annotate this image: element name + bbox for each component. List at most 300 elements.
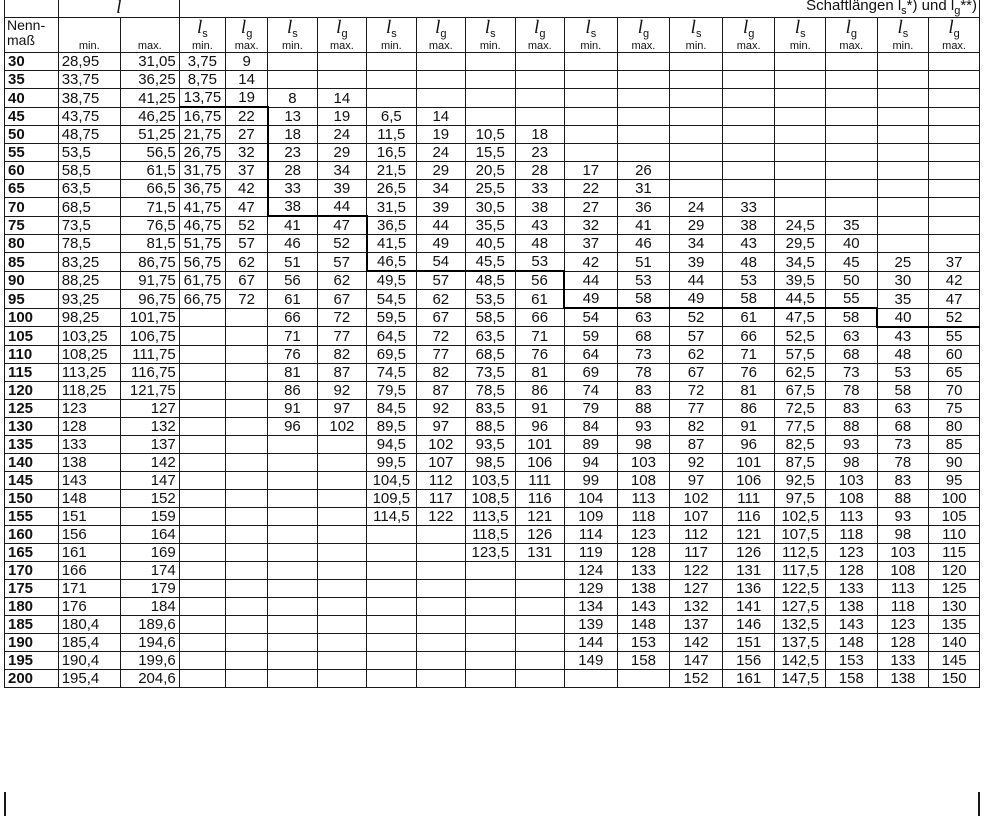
l-symbol: l bbox=[116, 0, 122, 18]
lg-max-cell: 76 bbox=[722, 363, 775, 381]
lg-max-cell bbox=[826, 71, 878, 89]
ls-min-cell: 21,5 bbox=[367, 162, 416, 180]
ls-min-cell: 46,5 bbox=[367, 253, 416, 272]
l-max-cell: 184 bbox=[120, 597, 179, 615]
nennmass-cell: 145 bbox=[5, 471, 59, 489]
ls-min-cell bbox=[179, 669, 225, 687]
lg-max-cell bbox=[929, 180, 980, 198]
lg-max-caption: max. bbox=[839, 39, 864, 52]
ls-min-cell: 138 bbox=[877, 669, 929, 687]
lg-max-cell: 102 bbox=[416, 435, 465, 453]
lg-max-cell bbox=[226, 417, 268, 435]
lg-max-cell: 55 bbox=[826, 290, 878, 309]
lg-max-cell: 111 bbox=[722, 489, 775, 507]
ls-min-cell: 36,5 bbox=[367, 216, 416, 235]
nennmass-cell: 125 bbox=[5, 399, 59, 417]
lg-max-cell: 24 bbox=[416, 144, 465, 162]
lg-max-cell: 158 bbox=[826, 669, 878, 687]
lg-max-cell bbox=[317, 53, 366, 71]
ls-min-cell: 112,5 bbox=[775, 543, 826, 561]
lg-max-symbol: $l_g$ bbox=[845, 17, 857, 41]
lg-max-cell bbox=[226, 327, 268, 346]
lg-max-cell: 85 bbox=[929, 435, 980, 453]
l-min-cell: 143 bbox=[58, 471, 120, 489]
ls-min-cell: 47,5 bbox=[775, 308, 826, 327]
lg-max-cell bbox=[416, 543, 465, 561]
lg-max-cell: 105 bbox=[929, 507, 980, 525]
ls-min-cell bbox=[268, 579, 317, 597]
ls-min-cell: 24,5 bbox=[775, 216, 826, 235]
l-max-cell: 121,75 bbox=[120, 381, 179, 399]
l-min-cell: 133 bbox=[58, 435, 120, 453]
lg-max-cell bbox=[317, 471, 366, 489]
lg-max-cell: 98 bbox=[617, 435, 670, 453]
ls-min-cell: 27 bbox=[564, 198, 617, 217]
lg-max-cell: 63 bbox=[617, 308, 670, 327]
lg-max-cell: 116 bbox=[722, 507, 775, 525]
ls-min-cell bbox=[466, 597, 515, 615]
lg-max-caption: max. bbox=[736, 39, 761, 52]
ls-min-cell bbox=[670, 144, 723, 162]
lg-max-cell: 44 bbox=[416, 216, 465, 235]
ls-min-cell: 31,5 bbox=[367, 198, 416, 217]
lg-max-cell: 110 bbox=[929, 525, 980, 543]
lg-max-cell: 130 bbox=[929, 597, 980, 615]
ls-min-cell bbox=[466, 107, 515, 126]
ls-min-cell: 54,5 bbox=[367, 290, 416, 309]
lg-max-cell: 128 bbox=[826, 561, 878, 579]
lg-max-cell: 29 bbox=[416, 162, 465, 180]
ls-min-cell: 29 bbox=[670, 216, 723, 235]
l-max-cell: 169 bbox=[120, 543, 179, 561]
table-row bbox=[5, 290, 980, 309]
ls-min-cell bbox=[564, 89, 617, 108]
l-max-cell: 96,75 bbox=[120, 290, 179, 309]
lg-max-cell: 50 bbox=[826, 271, 878, 290]
l-min-cell: 38,75 bbox=[58, 89, 120, 108]
lg-max-cell: 106 bbox=[722, 471, 775, 489]
lg-max-cell bbox=[515, 71, 564, 89]
l-max-cell: 86,75 bbox=[120, 253, 179, 272]
l-max-cell: 132 bbox=[120, 417, 179, 435]
ls-min-cell: 123 bbox=[877, 615, 929, 633]
lg-max-cell: 56 bbox=[515, 271, 564, 290]
ls-min-cell: 118,5 bbox=[466, 525, 515, 543]
shaft-length-table bbox=[4, 0, 980, 688]
ls-min-cell: 78,5 bbox=[466, 381, 515, 399]
ls-min-cell: 44,5 bbox=[775, 290, 826, 309]
lg-max-cell bbox=[617, 669, 670, 687]
ls-min-cell bbox=[179, 561, 225, 579]
ls-min-cell bbox=[877, 89, 929, 108]
lg-max-symbol: $l_g$ bbox=[435, 17, 447, 41]
pair-6-lg-max-header bbox=[722, 18, 775, 53]
l-max-cell: 174 bbox=[120, 561, 179, 579]
lg-max-cell: 53 bbox=[515, 253, 564, 272]
lg-max-cell: 131 bbox=[515, 543, 564, 561]
ls-min-cell: 32 bbox=[564, 216, 617, 235]
lg-max-cell: 92 bbox=[317, 381, 366, 399]
ls-min-cell bbox=[877, 198, 929, 217]
nennmass-cell: 70 bbox=[5, 198, 59, 217]
pair-4-lg-max-header bbox=[515, 18, 564, 53]
lg-max-cell bbox=[722, 126, 775, 144]
lg-max-cell: 66 bbox=[515, 308, 564, 327]
ls-min-cell: 16,75 bbox=[179, 107, 225, 126]
lg-max-caption: max. bbox=[428, 39, 453, 52]
ls-min-cell: 87,5 bbox=[775, 453, 826, 471]
ls-min-cell: 77,5 bbox=[775, 417, 826, 435]
lg-max-cell: 23 bbox=[515, 144, 564, 162]
ls-min-symbol: $l_s$ bbox=[690, 17, 702, 41]
ls-min-caption: min. bbox=[580, 39, 602, 52]
l-max-header bbox=[120, 18, 179, 53]
lg-max-cell bbox=[226, 579, 268, 597]
lg-max-cell: 78 bbox=[617, 363, 670, 381]
ls-min-cell: 132 bbox=[670, 597, 723, 615]
ls-min-cell bbox=[268, 561, 317, 579]
lg-max-cell: 76 bbox=[515, 345, 564, 363]
lg-max-cell: 66 bbox=[722, 327, 775, 346]
lg-max-cell: 82 bbox=[416, 363, 465, 381]
l-column-header bbox=[58, 0, 179, 18]
ls-min-cell: 48,5 bbox=[466, 271, 515, 290]
lg-max-cell: 72 bbox=[226, 290, 268, 309]
ls-min-cell: 49 bbox=[670, 290, 723, 309]
ls-min-cell: 28 bbox=[268, 162, 317, 180]
ls-min-cell: 99,5 bbox=[367, 453, 416, 471]
ls-min-cell bbox=[670, 107, 723, 126]
ls-min-cell: 76 bbox=[268, 345, 317, 363]
table-row bbox=[5, 453, 980, 471]
ls-min-cell: 133 bbox=[877, 651, 929, 669]
ls-min-cell: 102 bbox=[670, 489, 723, 507]
ls-min-cell: 87 bbox=[670, 435, 723, 453]
shaft-title-mid: *) und l bbox=[906, 0, 955, 14]
ls-min-cell: 134 bbox=[564, 597, 617, 615]
ls-min-cell bbox=[877, 162, 929, 180]
l-max-cell: 56,5 bbox=[120, 144, 179, 162]
lg-max-cell bbox=[826, 126, 878, 144]
table-row bbox=[5, 651, 980, 669]
lg-max-cell: 42 bbox=[226, 180, 268, 198]
lg-max-cell bbox=[826, 89, 878, 108]
nennmass-cell: 80 bbox=[5, 235, 59, 253]
ls-min-cell: 98,5 bbox=[466, 453, 515, 471]
table-row bbox=[5, 579, 980, 597]
lg-max-cell: 87 bbox=[416, 381, 465, 399]
ls-min-cell: 8 bbox=[268, 89, 317, 108]
lg-max-cell bbox=[317, 507, 366, 525]
ls-min-cell: 49 bbox=[564, 290, 617, 309]
ls-min-symbol: $l_s$ bbox=[484, 17, 496, 41]
lg-max-cell bbox=[929, 198, 980, 217]
table-row bbox=[5, 615, 980, 633]
lg-max-cell: 98 bbox=[826, 453, 878, 471]
ls-min-cell: 64 bbox=[564, 345, 617, 363]
pair-5-ls-min-header bbox=[564, 18, 617, 53]
ls-min-cell: 117,5 bbox=[775, 561, 826, 579]
l-max-cell: 179 bbox=[120, 579, 179, 597]
lg-max-cell bbox=[226, 525, 268, 543]
lg-max-cell: 118 bbox=[826, 525, 878, 543]
nennmass-cell: 85 bbox=[5, 253, 59, 272]
l-min-cell: 58,5 bbox=[58, 162, 120, 180]
table-body bbox=[5, 53, 980, 688]
ls-min-cell: 41,5 bbox=[367, 235, 416, 253]
ls-min-cell: 43 bbox=[877, 327, 929, 346]
table-row bbox=[5, 271, 980, 290]
ls-min-cell: 84 bbox=[564, 417, 617, 435]
lg-max-cell: 148 bbox=[617, 615, 670, 633]
lg-max-caption: max. bbox=[942, 39, 966, 52]
ls-min-cell bbox=[670, 162, 723, 180]
lg-max-cell: 42 bbox=[929, 271, 980, 290]
ls-min-cell: 73,5 bbox=[466, 363, 515, 381]
ls-min-cell bbox=[367, 53, 416, 71]
ls-min-cell: 16,5 bbox=[367, 144, 416, 162]
nennmass-cell: 110 bbox=[5, 345, 59, 363]
ls-min-cell bbox=[179, 308, 225, 327]
ls-min-cell: 17 bbox=[564, 162, 617, 180]
ls-min-cell: 93,5 bbox=[466, 435, 515, 453]
lg-max-cell: 112 bbox=[416, 471, 465, 489]
ls-min-cell bbox=[775, 89, 826, 108]
l-min-cell: 73,5 bbox=[58, 216, 120, 235]
ls-min-cell: 88 bbox=[877, 489, 929, 507]
l-max-cell: 81,5 bbox=[120, 235, 179, 253]
pair-1-lg-max-header bbox=[226, 18, 268, 53]
ls-min-cell bbox=[179, 543, 225, 561]
ls-min-cell bbox=[466, 633, 515, 651]
lg-max-cell: 62 bbox=[226, 253, 268, 272]
lg-max-cell bbox=[317, 525, 366, 543]
lg-max-cell bbox=[416, 89, 465, 108]
l-max-cell: 147 bbox=[120, 471, 179, 489]
ls-min-cell bbox=[564, 669, 617, 687]
ls-min-cell bbox=[775, 162, 826, 180]
ls-min-cell bbox=[877, 107, 929, 126]
table-row bbox=[5, 180, 980, 198]
ls-min-cell bbox=[564, 126, 617, 144]
lg-max-cell: 58 bbox=[617, 290, 670, 309]
l-min-cell: 28,95 bbox=[58, 53, 120, 71]
lg-max-cell bbox=[826, 144, 878, 162]
lg-max-cell bbox=[722, 89, 775, 108]
ls-min-cell: 68 bbox=[877, 417, 929, 435]
lg-max-cell bbox=[317, 71, 366, 89]
ls-min-cell: 56 bbox=[268, 271, 317, 290]
ls-min-cell: 114,5 bbox=[367, 507, 416, 525]
lg-max-cell: 151 bbox=[722, 633, 775, 651]
lg-max-cell: 67 bbox=[317, 290, 366, 309]
ls-min-cell: 15,5 bbox=[466, 144, 515, 162]
lg-max-cell bbox=[226, 543, 268, 561]
pair-1-ls-min-header bbox=[179, 18, 225, 53]
pair-5-lg-max-header bbox=[617, 18, 670, 53]
lg-max-cell: 44 bbox=[317, 198, 366, 217]
ls-min-symbol: $l_s$ bbox=[287, 17, 298, 41]
nennmass-cell: 140 bbox=[5, 453, 59, 471]
ls-min-cell: 83 bbox=[877, 471, 929, 489]
ls-min-cell: 108 bbox=[877, 561, 929, 579]
lg-max-cell: 27 bbox=[226, 126, 268, 144]
lg-max-cell bbox=[226, 507, 268, 525]
table-row bbox=[5, 345, 980, 363]
table-row bbox=[5, 327, 980, 346]
lg-max-cell bbox=[826, 180, 878, 198]
ls-min-cell: 64,5 bbox=[367, 327, 416, 346]
ls-min-cell: 69 bbox=[564, 363, 617, 381]
lg-max-cell: 153 bbox=[826, 651, 878, 669]
ls-min-cell: 68,5 bbox=[466, 345, 515, 363]
ls-min-cell: 97,5 bbox=[775, 489, 826, 507]
ls-min-cell bbox=[670, 71, 723, 89]
ls-min-cell: 67 bbox=[670, 363, 723, 381]
nennmass-cell: 55 bbox=[5, 144, 59, 162]
l-max-cell: 51,25 bbox=[120, 126, 179, 144]
ls-min-cell: 92,5 bbox=[775, 471, 826, 489]
ls-min-cell: 36,75 bbox=[179, 180, 225, 198]
ls-min-cell: 79 bbox=[564, 399, 617, 417]
pair-8-ls-min-header bbox=[877, 18, 929, 53]
lg-max-cell bbox=[929, 126, 980, 144]
nennmass-cell: 160 bbox=[5, 525, 59, 543]
ls-min-cell bbox=[775, 71, 826, 89]
ls-min-cell: 48 bbox=[877, 345, 929, 363]
lg-max-cell bbox=[226, 308, 268, 327]
shaft-lengths-header bbox=[179, 0, 979, 18]
lg-max-cell: 135 bbox=[929, 615, 980, 633]
ls-min-cell: 11,5 bbox=[367, 126, 416, 144]
lg-max-cell bbox=[929, 216, 980, 235]
ls-min-cell bbox=[179, 417, 225, 435]
ls-min-cell: 113,5 bbox=[466, 507, 515, 525]
lg-max-cell: 68 bbox=[826, 345, 878, 363]
lg-max-cell: 141 bbox=[722, 597, 775, 615]
ls-min-cell: 142,5 bbox=[775, 651, 826, 669]
lg-max-cell: 88 bbox=[826, 417, 878, 435]
lg-max-cell: 101 bbox=[722, 453, 775, 471]
lg-max-cell bbox=[929, 107, 980, 126]
table-row bbox=[5, 633, 980, 651]
ls-min-cell bbox=[367, 651, 416, 669]
nennmass-header bbox=[5, 18, 59, 53]
ls-min-cell: 23 bbox=[268, 144, 317, 162]
lg-max-cell bbox=[722, 71, 775, 89]
lg-max-cell bbox=[929, 162, 980, 180]
lg-max-cell bbox=[416, 597, 465, 615]
lg-max-cell bbox=[416, 669, 465, 687]
lg-max-cell: 60 bbox=[929, 345, 980, 363]
table-row bbox=[5, 669, 980, 687]
pair-8-lg-max-header bbox=[929, 18, 980, 53]
table-row bbox=[5, 399, 980, 417]
nennmass-cell: 75 bbox=[5, 216, 59, 235]
l-max-cell: 61,5 bbox=[120, 162, 179, 180]
lg-max-cell: 46 bbox=[617, 235, 670, 253]
lg-max-cell: 116 bbox=[515, 489, 564, 507]
l-max-cell: 106,75 bbox=[120, 327, 179, 346]
lg-max-cell: 36 bbox=[617, 198, 670, 217]
l-max-cell: 152 bbox=[120, 489, 179, 507]
lg-max-cell: 83 bbox=[617, 381, 670, 399]
ls-min-cell: 20,5 bbox=[466, 162, 515, 180]
ls-min-cell: 69,5 bbox=[367, 345, 416, 363]
ls-min-cell: 94,5 bbox=[367, 435, 416, 453]
max-label: max. bbox=[137, 39, 162, 52]
ls-min-cell: 31,75 bbox=[179, 162, 225, 180]
nennmass-cell: 100 bbox=[5, 308, 59, 327]
ls-min-cell: 44 bbox=[564, 271, 617, 290]
lg-max-cell: 138 bbox=[826, 597, 878, 615]
l-max-cell: 31,05 bbox=[120, 53, 179, 71]
ls-min-cell: 94 bbox=[564, 453, 617, 471]
pair-6-ls-min-header bbox=[670, 18, 723, 53]
ls-min-cell bbox=[775, 198, 826, 217]
ls-min-cell: 30,5 bbox=[466, 198, 515, 217]
ls-min-cell: 132,5 bbox=[775, 615, 826, 633]
l-min-cell: 53,5 bbox=[58, 144, 120, 162]
ls-min-cell: 57,5 bbox=[775, 345, 826, 363]
shaft-title-end: **) bbox=[960, 0, 977, 14]
ls-min-cell: 25 bbox=[877, 253, 929, 272]
lg-max-cell: 117 bbox=[416, 489, 465, 507]
lg-max-cell: 52 bbox=[317, 235, 366, 253]
lg-max-cell bbox=[722, 107, 775, 126]
ls-min-cell bbox=[367, 597, 416, 615]
lg-max-cell: 143 bbox=[617, 597, 670, 615]
ls-min-cell: 33 bbox=[268, 180, 317, 198]
ls-min-cell: 26,5 bbox=[367, 180, 416, 198]
min-label: min. bbox=[78, 39, 100, 52]
nennmass-cell: 150 bbox=[5, 489, 59, 507]
ls-min-cell: 82 bbox=[670, 417, 723, 435]
lg-max-cell: 140 bbox=[929, 633, 980, 651]
lg-max-cell: 49 bbox=[416, 235, 465, 253]
ls-min-cell bbox=[466, 651, 515, 669]
nennmass-cell: 40 bbox=[5, 89, 59, 108]
ls-min-cell: 46,75 bbox=[179, 216, 225, 235]
lg-max-cell: 53 bbox=[722, 271, 775, 290]
lg-max-cell: 38 bbox=[515, 198, 564, 217]
lg-max-cell: 51 bbox=[617, 253, 670, 272]
lg-max-cell: 106 bbox=[515, 453, 564, 471]
lg-max-cell bbox=[317, 561, 366, 579]
pair-4-ls-min-header bbox=[466, 18, 515, 53]
lg-max-cell bbox=[722, 53, 775, 71]
table-row bbox=[5, 417, 980, 435]
lg-max-cell: 90 bbox=[929, 453, 980, 471]
lg-max-cell: 121 bbox=[515, 507, 564, 525]
lg-max-cell bbox=[929, 89, 980, 108]
l-min-cell: 180,4 bbox=[58, 615, 120, 633]
ls-min-cell: 42 bbox=[564, 253, 617, 272]
table-row bbox=[5, 216, 980, 235]
ls-min-cell bbox=[466, 561, 515, 579]
lg-max-cell bbox=[617, 126, 670, 144]
ls-min-cell: 119 bbox=[564, 543, 617, 561]
lg-max-cell: 24 bbox=[317, 126, 366, 144]
ls-min-cell: 81 bbox=[268, 363, 317, 381]
lg-max-cell bbox=[515, 669, 564, 687]
table-row bbox=[5, 144, 980, 162]
lg-max-cell bbox=[416, 633, 465, 651]
nennmass-cell: 60 bbox=[5, 162, 59, 180]
lg-max-cell: 93 bbox=[617, 417, 670, 435]
lg-max-cell bbox=[226, 381, 268, 399]
l-min-cell: 98,25 bbox=[58, 308, 120, 327]
